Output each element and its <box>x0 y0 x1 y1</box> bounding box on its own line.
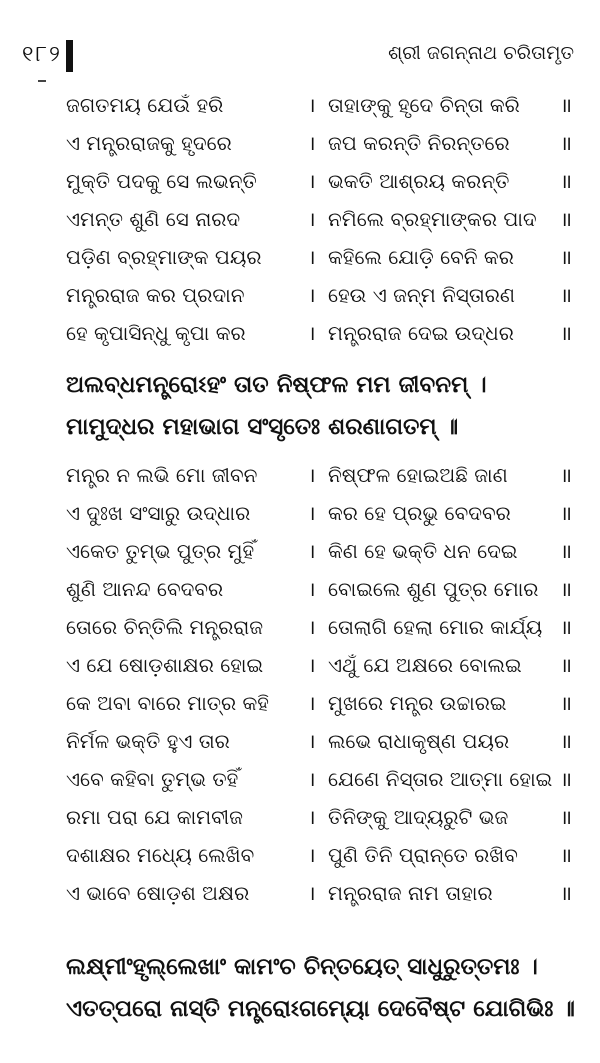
verse-line-second-half: ଏଥୁଁ ଯେ ଅକ୍ଷରେ ବୋଲଇ <box>328 653 522 677</box>
verse-line-first-half: ମନ୍ତ୍ରରାଜ କର ପ୍ରଦାନ <box>66 283 245 307</box>
verse-line <box>0 874 600 912</box>
double-danda: ॥ <box>560 321 572 345</box>
double-danda: ॥ <box>560 653 572 677</box>
page-number: ୧୮୨ <box>22 42 62 67</box>
double-danda: ॥ <box>560 131 572 155</box>
verse-block-1 <box>0 86 600 352</box>
verse-line-second-half: ହେଉ ଏ ଜନ୍ମ ନିସ୍ତାରଣ <box>328 283 516 307</box>
sanskrit-sloka-1 <box>66 364 586 448</box>
verse-line-first-half: କେ ଅବା ବାରେ ମାତ୍ର କହି <box>66 691 269 715</box>
half-danda: । <box>308 501 316 525</box>
verse-line-first-half: ଏମନ୍ତ ଶୁଣି ସେ ନାରଦ <box>66 207 241 231</box>
half-danda: । <box>308 283 316 307</box>
double-danda: ॥ <box>560 283 572 307</box>
verse-line <box>0 276 600 314</box>
verse-line-first-half: ହେ କୃପାସିନ୍ଧୁ କୃପା କର <box>66 321 246 345</box>
verse-line <box>0 608 600 646</box>
double-danda: ॥ <box>560 245 572 269</box>
verse-line-second-half: ଲଭେ ରାଧାକୃଷ୍ଣ ପୟର <box>328 729 510 753</box>
sloka-line: ଲକ୍ଷ୍ମୀଂହୃଲ୍ଲେଖାଂ କାମଂଚ ଚିନ୍ତୟେତ୍ ସାଧୁରୁତ୍ତମଃ । <box>66 954 538 980</box>
verse-line-first-half: ଦଶାକ୍ଷର ମଧ୍ୟେ ଲେଖିବ <box>66 843 255 867</box>
verse-line-first-half: ଏ ଦୁଃଖ ସଂସାରୁ ଉଦ୍ଧାର <box>66 501 251 525</box>
half-danda: । <box>308 577 316 601</box>
verse-line-first-half: ମୁକ୍ତି ପଦକୁ ସେ ଲଭନ୍ତି <box>66 169 257 193</box>
double-danda: ॥ <box>560 501 572 525</box>
verse-line-second-half: ନମିଲେ ବ୍ରହ୍ମାଙ୍କର ପାଦ <box>328 207 537 231</box>
verse-line-second-half: ଜପ କରନ୍ତି ନିରନ୍ତରେ <box>328 131 510 155</box>
sloka-line: ଅଲବ୍ଧମନ୍ତ୍ରୋଽହଂ ତାତ ନିଷ୍ଫଳ ମମ ଜୀବନମ୍ । <box>66 372 487 398</box>
verse-line-first-half: ତୋରେ ଚିନ୍ତିଲି ମନ୍ତ୍ରରାଜ <box>66 615 264 639</box>
verse-line-second-half: ତିନିଙ୍କୁ ଆଦ୍ୟରୁଟି ଭଜ <box>328 805 509 829</box>
verse-line-second-half: ପୁଣି ତିନି ପ୍ରାନ୍ତେ ରଖିବ <box>328 843 518 867</box>
verse-line-second-half: ଯେଣେ ନିସ୍ତାର ଆତ୍ମା ହୋଇ <box>328 767 553 791</box>
sanskrit-sloka-2 <box>66 946 586 1030</box>
verse-line <box>0 722 600 760</box>
verse-line <box>0 124 600 162</box>
verse-line <box>0 760 600 798</box>
sloka-line: ଏତତ୍‌ପରୋ ନାସ୍ତି ମନ୍ତ୍ରୋଽଗମ୍ୟୋ ଦେବୈଷ୍ଟ ଯୋଗିଭିଃ ॥ <box>66 996 575 1022</box>
verse-line-second-half: କିଣ ହେ ଭକ୍ତି ଧନ ଦେଇ <box>328 539 518 563</box>
verse-line-first-half: ଏ ଯେ ଷୋଡ଼ଶାକ୍ଷର ହୋଇ <box>66 653 264 677</box>
verse-line-first-half: ଏବେ କହିବା ତୁମ୍ଭ ତହିଁ <box>66 767 239 791</box>
half-danda: । <box>308 805 316 829</box>
verse-line-first-half: ଜଗତମୟ ଯେଉଁ ହରି <box>66 93 224 117</box>
double-danda: ॥ <box>560 843 572 867</box>
verse-line-second-half: କର ହେ ପ୍ରଭୁ ବେଦବର <box>328 501 511 525</box>
double-danda: ॥ <box>560 463 572 487</box>
verse-line-first-half: ପଡ଼ିଣ ବ୍ରହ୍ମାଙ୍କ ପୟର <box>66 245 262 269</box>
header-bar <box>66 40 73 72</box>
double-danda: ॥ <box>560 767 572 791</box>
half-danda: । <box>308 93 316 117</box>
verse-line-second-half: ତୋଲାଗି ହେଲା ମୋର କାର୍ଯ୍ୟ <box>328 615 543 639</box>
half-danda: । <box>308 539 316 563</box>
verse-line <box>0 162 600 200</box>
verse-line-second-half: ମୁଖରେ ମନ୍ତ୍ର ଉଚ୍ଚାରଇ <box>328 691 507 715</box>
verse-line <box>0 836 600 874</box>
verse-line-second-half: ବୋଇଲେ ଶୁଣ ପୁତ୍ର ମୋର <box>328 577 539 601</box>
verse-line <box>0 532 600 570</box>
half-danda: । <box>308 767 316 791</box>
verse-line <box>0 238 600 276</box>
half-danda: । <box>308 615 316 639</box>
double-danda: ॥ <box>560 615 572 639</box>
half-danda: । <box>308 881 316 905</box>
verse-line-first-half: ଶୁଣି ଆନନ୍ଦ ବେଦବର <box>66 577 224 601</box>
verse-line <box>0 684 600 722</box>
double-danda: ॥ <box>560 805 572 829</box>
double-danda: ॥ <box>560 881 572 905</box>
verse-line-first-half: ମନ୍ତ୍ର ନ ଲଭି ମୋ ଜୀବନ <box>66 463 258 487</box>
running-title: ଶ୍ରୀ ଜଗନ୍ନାଥ ଚରିତାମୃତ <box>388 42 574 64</box>
verse-line-second-half: ମନ୍ତ୍ରରାଜ ଦେଇ ଉଦ୍ଧର <box>328 321 514 345</box>
half-danda: । <box>308 463 316 487</box>
half-danda: । <box>308 691 316 715</box>
double-danda: ॥ <box>560 169 572 193</box>
verse-line-first-half: ରମା ପରା ଯେ କାମବୀଜ <box>66 805 243 829</box>
verse-line-first-half: ନିର୍ମଳ ଭକ୍ତି ହୁଏ ତାର <box>66 729 230 753</box>
double-danda: ॥ <box>560 691 572 715</box>
double-danda: ॥ <box>560 207 572 231</box>
double-danda: ॥ <box>560 539 572 563</box>
half-danda: । <box>308 321 316 345</box>
half-danda: । <box>308 245 316 269</box>
double-danda: ॥ <box>560 577 572 601</box>
double-danda: ॥ <box>560 729 572 753</box>
verse-line-first-half: ଏ ମନ୍ତ୍ରରାଜକୁ ହୃଦରେ <box>66 131 232 155</box>
verse-line-second-half: ମନ୍ତ୍ରରାଜ ନାମ ତାହାର <box>328 881 493 905</box>
verse-line <box>0 200 600 238</box>
half-danda: । <box>308 729 316 753</box>
half-danda: । <box>308 169 316 193</box>
verse-line-second-half: ଭକତି ଆଶ୍ରୟ କରନ୍ତି <box>328 169 510 193</box>
verse-line <box>0 646 600 684</box>
verse-line-first-half: ଏ ଭାବେ ଷୋଡ଼ଶ ଅକ୍ଷର <box>66 881 250 905</box>
half-danda: । <box>308 131 316 155</box>
sloka-line: ମାମୁଦ୍ଧର ମହାଭାଗ ସଂସୃତେଃ ଶରଣାଗତମ୍ ॥ <box>66 414 459 440</box>
verse-line-first-half: ଏକେତ ତୁମ୍ଭ ପୁତ୍ର ମୁହିଁ <box>66 539 255 563</box>
half-danda: । <box>308 843 316 867</box>
verse-block-2 <box>0 456 600 912</box>
half-danda: । <box>308 207 316 231</box>
half-danda: । <box>308 653 316 677</box>
verse-line <box>0 570 600 608</box>
verse-line <box>0 494 600 532</box>
margin-mark <box>38 80 46 82</box>
verse-line <box>0 456 600 494</box>
verse-line-second-half: କହିଲେ ଯୋଡ଼ି ବେନି କର <box>328 245 514 269</box>
verse-line <box>0 314 600 352</box>
verse-line-second-half: ତାହାଙ୍କୁ ହୃଦେ ଚିନ୍ତା କରି <box>328 93 520 117</box>
verse-line-second-half: ନିଷ୍ଫଳ ହୋଇଅଛି ଜାଣ <box>328 463 508 487</box>
verse-line <box>0 86 600 124</box>
page-header <box>0 0 600 80</box>
verse-line <box>0 798 600 836</box>
double-danda: ॥ <box>560 93 572 117</box>
